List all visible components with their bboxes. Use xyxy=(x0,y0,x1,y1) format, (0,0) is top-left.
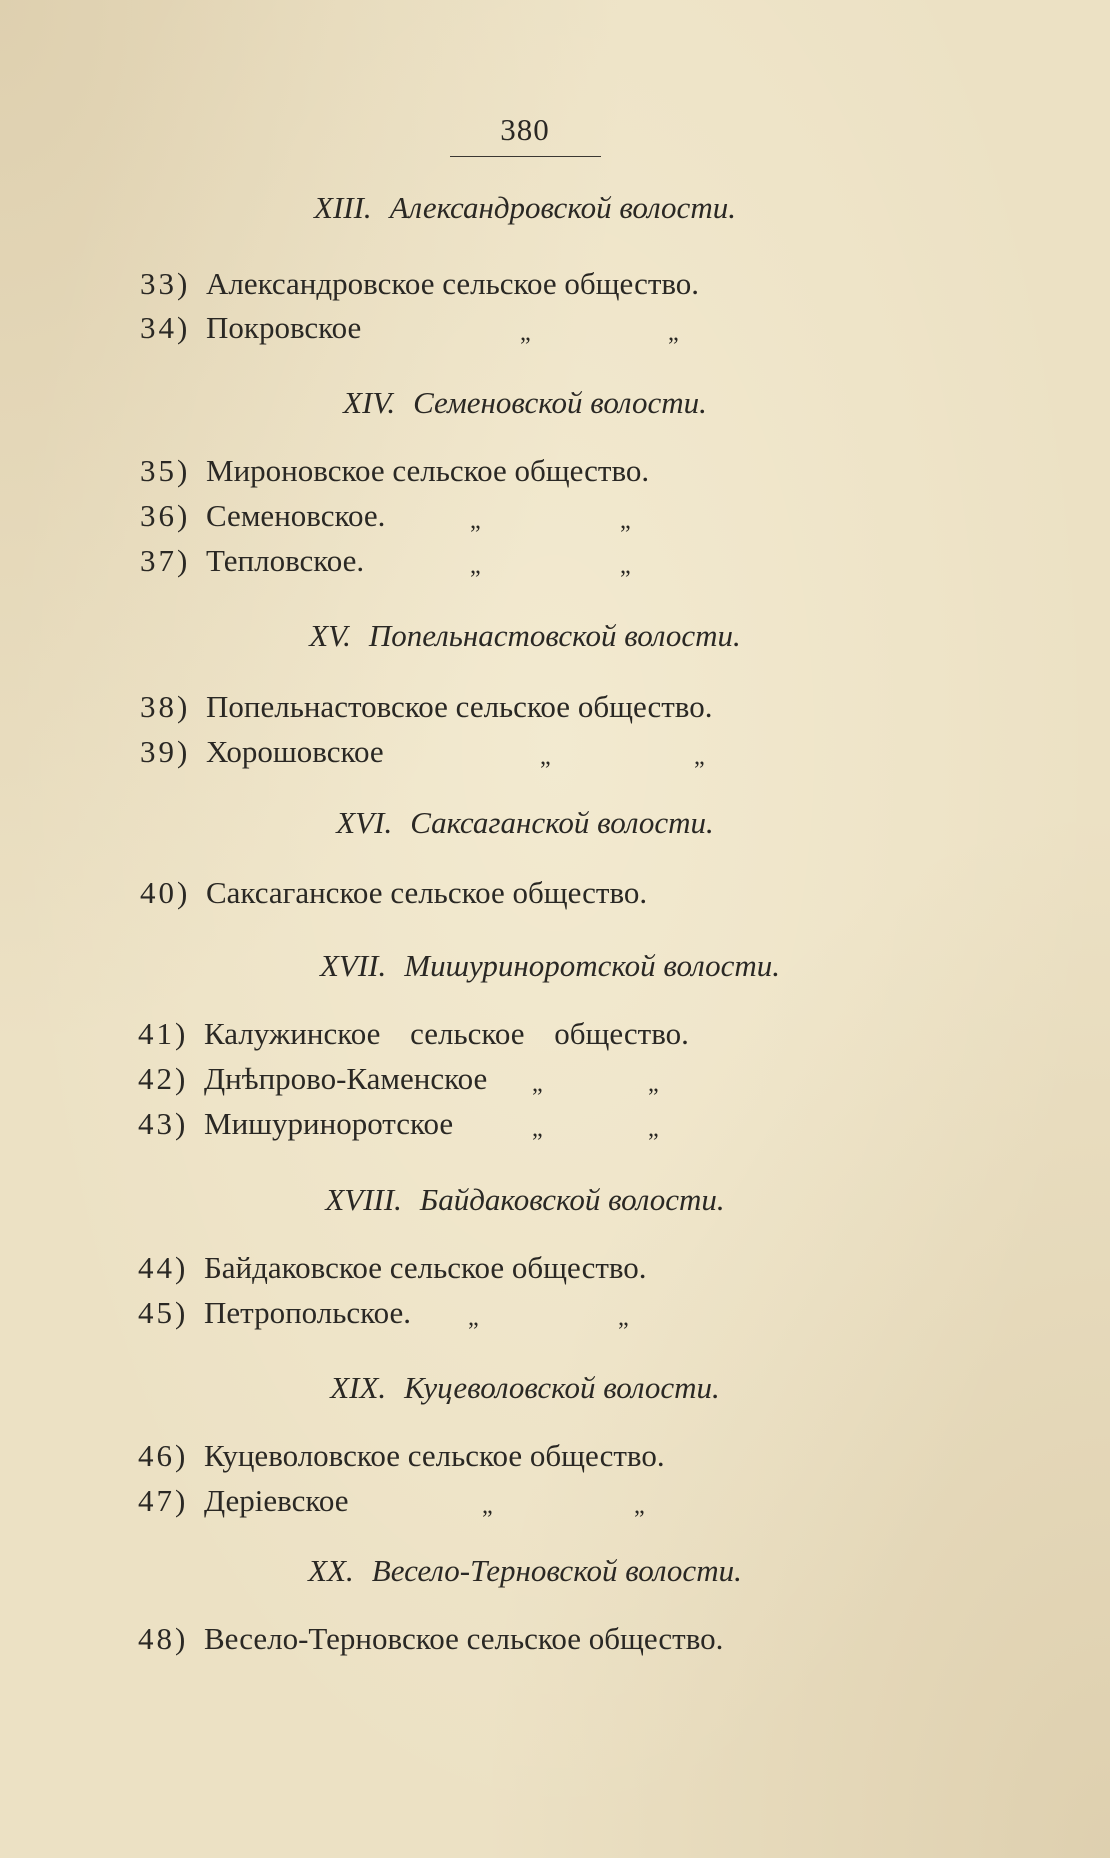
entry-number: 38) xyxy=(140,689,191,724)
section-heading xyxy=(0,385,1050,421)
entry-number: 42) xyxy=(138,1061,189,1096)
entry-name: Тепловское. xyxy=(206,543,365,578)
entry-number: 43) xyxy=(138,1106,189,1141)
header-rule xyxy=(450,156,601,157)
ditto-mark: „ xyxy=(694,744,705,770)
entry-name: Весело-Терновское сельское общество. xyxy=(204,1621,724,1656)
entry-name: Байдаковское сельское общество. xyxy=(204,1250,647,1285)
entry-number: 39) xyxy=(140,734,191,769)
entry-name: Попельнастовское сельское общество. xyxy=(206,689,713,724)
entry-name: Мироновское сельское общество. xyxy=(206,453,650,488)
entry-number: 47) xyxy=(138,1483,189,1518)
ditto-mark: „ xyxy=(648,1116,659,1142)
section-roman-numeral: XIV. xyxy=(343,385,396,420)
section-heading xyxy=(0,190,1050,226)
ditto-mark: „ xyxy=(648,1071,659,1097)
ditto-mark: „ xyxy=(532,1071,543,1097)
section-title: Куцеволовской волости. xyxy=(404,1370,720,1405)
entry-number: 35) xyxy=(140,453,191,488)
section-heading xyxy=(0,1182,1050,1218)
section-heading xyxy=(0,1553,1050,1589)
ditto-mark: „ xyxy=(620,508,631,534)
entry-number: 34) xyxy=(140,310,191,345)
section-heading xyxy=(0,618,1050,654)
ditto-mark: „ xyxy=(620,553,631,579)
entry-name: Хорошовское xyxy=(206,734,384,769)
entry-number: 33) xyxy=(140,266,191,301)
entry-name: Мишуриноротское xyxy=(204,1106,454,1141)
entry-name: Днѣпрово-Каменское xyxy=(204,1061,488,1096)
ditto-mark: „ xyxy=(470,553,481,579)
entry-name: Куцеволовское сельское общество. xyxy=(204,1438,665,1473)
section-title: Попельнастовской волости. xyxy=(368,618,741,653)
entry-number: 37) xyxy=(140,543,191,578)
section-title: Александровской волости. xyxy=(389,190,736,225)
section-roman-numeral: XVII. xyxy=(319,948,387,983)
ditto-mark: „ xyxy=(520,320,531,346)
entry-name: Семеновское. xyxy=(206,498,386,533)
entry-name: Покровское xyxy=(206,310,362,345)
entry-number: 41) xyxy=(138,1016,189,1051)
entry-name: Александровское сельское общество. xyxy=(206,266,700,301)
ditto-mark: „ xyxy=(532,1116,543,1142)
entry-number: 45) xyxy=(138,1295,189,1330)
section-title: Байдаковской волости. xyxy=(419,1182,725,1217)
ditto-mark: „ xyxy=(618,1305,629,1331)
section-heading xyxy=(25,948,1075,984)
entry-number: 44) xyxy=(138,1250,189,1285)
page-number: 380 xyxy=(500,112,550,147)
entry-name: Саксаганское сельское общество. xyxy=(206,875,648,910)
ditto-mark: „ xyxy=(482,1493,493,1519)
ditto-mark: „ xyxy=(468,1305,479,1331)
entry-name: Деріевское xyxy=(204,1483,349,1518)
section-title: Весело-Терновской волости. xyxy=(371,1553,742,1588)
section-roman-numeral: XIX. xyxy=(330,1370,387,1405)
section-roman-numeral: XX. xyxy=(308,1553,354,1588)
section-roman-numeral: XVI. xyxy=(336,805,393,840)
entry-number: 46) xyxy=(138,1438,189,1473)
section-title: Мишуриноротской волости. xyxy=(404,948,781,983)
entry-number: 40) xyxy=(140,875,191,910)
section-roman-numeral: XVIII. xyxy=(325,1182,402,1217)
entry-number: 48) xyxy=(138,1621,189,1656)
section-roman-numeral: XV. xyxy=(309,618,351,653)
ditto-mark: „ xyxy=(540,744,551,770)
section-roman-numeral: XIII. xyxy=(314,190,372,225)
ditto-mark: „ xyxy=(668,320,679,346)
section-title: Семеновской волости. xyxy=(413,385,707,420)
ditto-mark: „ xyxy=(634,1493,645,1519)
entry-number: 36) xyxy=(140,498,191,533)
section-title: Саксаганской волости. xyxy=(410,805,714,840)
entry-name: Петропольское. xyxy=(204,1295,411,1330)
entry-name: Калужинское сельское общество. xyxy=(204,1016,689,1051)
ditto-mark: „ xyxy=(470,508,481,534)
section-heading xyxy=(0,805,1050,841)
section-heading xyxy=(0,1370,1050,1406)
